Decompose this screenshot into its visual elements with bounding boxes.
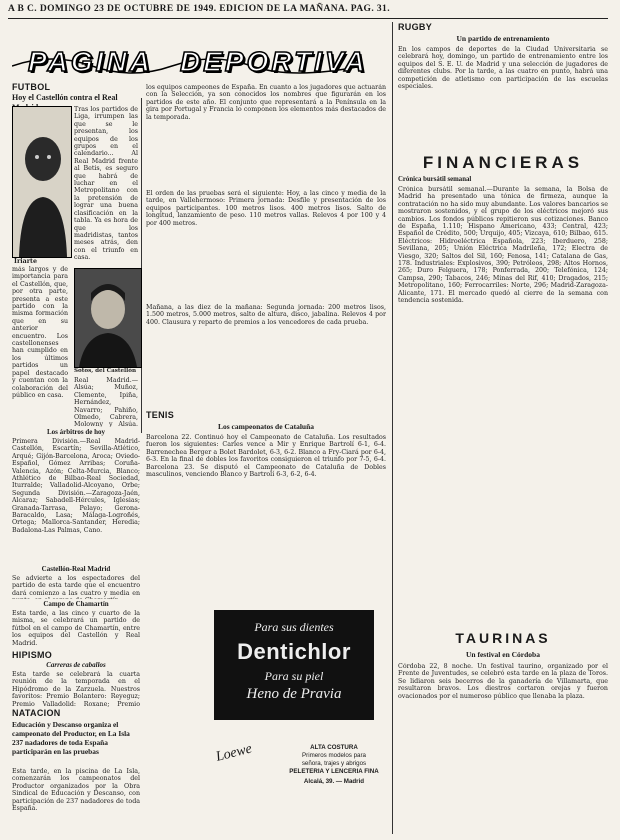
ad-address: Alcalá, 39. — Madrid: [303, 778, 365, 785]
ad-line: Primeros modelos para: [302, 752, 366, 759]
article-text: Mañana, a las diez de la mañana: Segunda jornada: 200 metros lisos, 1.500 metros, 5.000 metros, salto de altura, disco, jabalina. Relevos 4 por 400. Clausura y reparto de premios a los vencedores de cada prueba.: [146, 304, 386, 326]
ad-line: ALTA COSTURA: [310, 744, 358, 751]
subsection-title: Carreras de caballos: [46, 661, 106, 669]
subsection-title: Los árbitros de hoy: [46, 428, 106, 436]
advertisement-dentichlor: [214, 610, 374, 720]
subsection-title: Los campeonatos de Cataluña: [217, 422, 315, 431]
article-text: Esta tarde, a las cinco y cuarto de la misma, se celebrará un partido de fútbol en el campo de Chamartín, entre los equipos del Castellón y Real Madrid.: [12, 610, 140, 647]
subsection-title: Campo de Chamartín: [43, 600, 109, 608]
banner-word-deportiva: DEPORTIVA: [180, 46, 368, 77]
page-header: A B C. DOMINGO 23 DE OCTUBRE DE 1949. EDICION DE LA MAÑANA. PAG. 31.: [8, 4, 608, 19]
section-label-natacion: NATACION: [12, 708, 61, 718]
subsection-title: Castellón-Real Madrid: [41, 565, 111, 573]
banner-word-pagina: PAGINA: [28, 46, 153, 77]
section-title-financieras: FINANCIERAS: [422, 153, 584, 172]
lineup-text: Real Madrid.—Alsúa; Muñoz, Clemente, Ipiña, Hernández, Navarro; Pahiño, Olmedo, Cabrera, Molowny y Alsúa.: [74, 377, 138, 427]
ad-line: Para su piel: [264, 669, 324, 683]
ad-line: PELETERIA Y LENCERIA FINA: [289, 768, 379, 775]
column-rule: [141, 98, 142, 433]
ad-line: Heno de Pravia: [246, 686, 342, 702]
article-text: El orden de las pruebas será el siguiente: Hoy, a las cinco y media de la tarde, en Vallehermoso: Primera jornada: Desfile y presentación de los equipos participantes. 100 metros lisos. 400 metros lisos. Salto de longitud, lanzamiento de peso. 110 metros vallas. Relevos 4 por 100 y 4 por 400 metros.: [146, 190, 386, 227]
section-title-taurinas: TAURINAS: [455, 630, 551, 646]
ad-brand: Dentichlor: [237, 639, 351, 664]
ad-line: Para sus dientes: [254, 620, 334, 634]
subsection-title: Educación y Descanso organiza el campeonato del Productor, en La Isla 237 nadadores de toda España participarán en las pruebas: [12, 720, 130, 756]
advertisement-fashion: [282, 744, 386, 786]
ad-line: señora, trajes y abrigos: [301, 760, 367, 767]
photo-caption: Sotos, del Castellón: [74, 368, 137, 374]
article-text: los equipos campeones de España. En cuanto a los jugadores que actuarán con la Selección, ya son conocidos los nombres que figurarán en los partidos de este año. El conjunto que representará a la Península en la gira por Portugal y Francia lo componen los elementos más destacados de la temporada.: [146, 84, 386, 121]
article-text: Tras los partidos de Liga, irrumpen las que se le presentan, los equipos de los grupos en el calendario... Al Real Madrid frente al Betis, es seguro que habrá de luchar en el Metropolitano con la pretensión de lograr una buena clasificación en la tabla. Ya es hora de que los madridistas, tantos meses atrás, den con el triunfo en casa.: [74, 106, 138, 262]
section-label-tenis: TENIS: [146, 410, 175, 420]
subsection-title: Un partido de entrenamiento: [456, 34, 550, 43]
article-text: Crónica bursátil semanal.—Durante la semana, la Bolsa de Madrid ha presentado una tónica de firmeza, aunque la contratación no ha sido muy abundante. Los valores bancarios se mostraron sostenidos, y el grupo de los eléctricos mejoró sus cambios. Los fondos públicos repitieron sus cotizaciones. Banco de España, 1.110; Hispano Americano, 433; Central, 423; Español de Crédito, 500; Urquijo, 405; Vizcaya, 610; Bilbao, 615. Eléctricos: Hidroeléctrica Española, 223; Iberduero, 258; Sevillana, 205; Unión Eléctrica Madrileña, 172; Electra de Viesgo, 320; Saltos del Sil, 160; Fenosa, 141; Catalana de Gas, 178. Industriales: Explosivos, 390; Petróleos, 298; Altos Hornos, 265; Duro Felguera, 178; Ponferrada, 200; Telefónica, 124; Campsa, 290; Tabacos, 246; Minas del Rif, 410; Dragados, 215; Metropolitano, 160; Ferrocarriles: Norte, 296; Madrid-Zaragoza-Alicante, 171. El mercado quedó al cierre de la semana con tendencia sostenida.: [398, 186, 608, 305]
article-text: Córdoba 22, 8 noche. Un festival taurino, organizado por el Frente de Juventudes, se celebró esta tarde en la plaza de Toros. Se lidiaron seis becerros de la ganadería de Villamarta, que resultaron bravos. Los diestros cortaron orejas y fueron ovacionados por el numeroso público que llenaba la plaza.: [398, 663, 608, 700]
article-text: Se advierte a los espectadores del partido de esta tarde que el encuentro dará comienzo a las cuatro y media en: [12, 575, 140, 597]
article-text: Primera División.—Real Madrid-Castellón, Escartín; Sevilla-Atlético, Arqué; Gijón-Barcelona, Aroca; Oviedo-Español, Gómez Arribas; Coruña-Valencia, Azón; Celta-Murcia, Blanco; Athlético de Bilbao-Real Sociedad, Iturralde; Valladolid-Alcoyano, Orbe; Segunda División.—Zaragoza-Jaén, Alcaraz; Sabadell-Hércules, Iglesias; Granada-Tarrasa, Pelayo; Gerona-Baracaldo, Lasa; Málaga-Logroñés, Ortega; Mallorca-Santander, Heredia; Badalona-Las Palmas, Cano.: [12, 438, 140, 534]
portrait-illustration: [13, 107, 71, 257]
article-text: Barcelona 22. Continuó hoy el Campeonato de Cataluña. Los resultados fueron los siguientes: Carles vence a Mir y Enrique Bartrolí 6-1, 6-4. Barrenechea Berger a Bolet Bardolet, 6-3, 6-2. Blanco a Fry-Ciará por 6-4, 6-3. En la final de dobles los favoritos consiguieron el triunfo por 7-5, 6-4. Barcelona 23. Se disputó el Campeonato de Cataluña de Dobles masculinos, venciendo Blanco y Bartrolí 6-3, 6-2, 6-4.: [146, 434, 386, 479]
article-title: Hoy el Castellón contra el Real: [12, 93, 118, 102]
article-text: En los campos de deportes de la Ciudad Universitaria se celebrará hoy, domingo, un partido de entrenamiento entre los equipos del S. E. U. de Madrid y una selección de jugadores de diferentes clubs. Por la tarde, a las cuatro en punto, habrá una competición de atletismo con participación de las escuelas especiales.: [398, 46, 608, 91]
section-label-futbol: FUTBOL: [12, 82, 51, 92]
section-banner: [12, 46, 368, 80]
subsection-title: Crónica bursátil semanal: [398, 176, 472, 183]
section-label-rugby: RUGBY: [398, 22, 433, 32]
photo-iriarte: [12, 106, 72, 258]
ad-logo: Loewe: [214, 741, 254, 765]
section-label-hipismo: HIPISMO: [12, 650, 53, 660]
column-rule: [392, 22, 393, 834]
subsection-title: Un festival en Córdoba: [466, 650, 540, 659]
article-text: Esta tarde, en la piscina de La Isla, comenzarán los campeonatos del Productor organizados por la Obra Sindical de Educación y Descanso, con participación de 237 nadadores de toda España.: [12, 768, 140, 813]
portrait-illustration: [75, 269, 141, 367]
photo-sotos: [74, 268, 142, 368]
article-text: Esta tarde se celebrará la cuarta reunión de la temporada en el Hipódromo de la Zarzuela. Nuestros favoritos: Premio Bolantero: Reyeguz; Premio Valladolid: Roxane; Premio: [12, 671, 140, 707]
photo-caption: Iriarte: [14, 258, 37, 265]
article-text: más largos y de importancia para el Castellón, que, por otra parte, presenta a este partido con la misma formación que en su anterior encuentro. Los castellonenses han cumplido en los últimos partidos un papel destacado y cuentan con la colaboración del público en casa.: [12, 266, 68, 399]
